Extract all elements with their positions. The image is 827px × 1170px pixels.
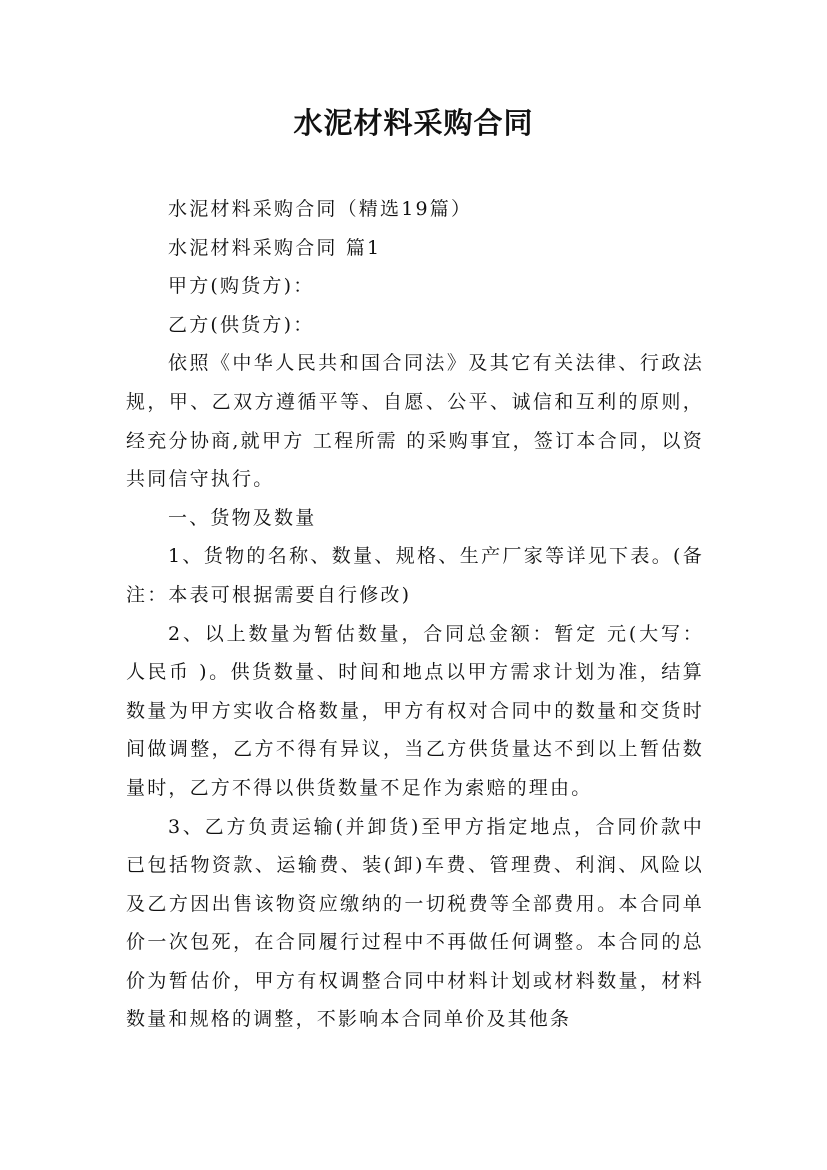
paragraph-clause-2: 2、以上数量为暂估数量，合同总金额：暂定 元(大写：人民币 )。供货数量、时间和地点以甲方需求计划为准，结算数量为甲方实收合格数量，甲方有权对合同中的数量和交货时间做调整，乙方不得有异议，当乙方供货量达不到以上暂估数量时，乙方不得以供货数量不足作为索赔的理由。 <box>126 622 704 799</box>
document-body <box>126 190 704 1039</box>
document-title: 水泥材料采购合同 <box>293 106 534 140</box>
paragraph-subtitle: 水泥材料采购合同（精选19篇） <box>168 198 473 220</box>
paragraph-clause-3: 3、乙方负责运输(并卸货)至甲方指定地点，合同价款中已包括物资款、运输费、装(卸)车费、管理费、利润、风险以及乙方因出售该物资应缴纳的一切税费等全部费用。本合同单价一次包死，在合同履行过程中不再做任何调整。本合同的总价为暂估价，甲方有权调整合同中材料计划或材料数量，材料数量和规格的调整，不影响本合同单价及其他条 <box>126 815 704 1031</box>
paragraph-party-a: 甲方(购货方)： <box>168 275 315 298</box>
paragraph-preamble: 依照《中华人民共和国合同法》及其它有关法律、行政法规，甲、乙双方遵循平等、自愿、公平、诚信和互利的原则，经充分协商,就甲方 工程所需 的采购事宜，签订本合同，以资共同信守执行。 <box>126 352 704 491</box>
paragraph-clause-1: 1、货物的名称、数量、规格、生产厂家等详见下表。(备注：本表可根据需要自行修改) <box>126 545 704 606</box>
paragraph-party-b: 乙方(供货方)： <box>168 313 315 336</box>
paragraph-section-heading: 水泥材料采购合同 篇1 <box>168 236 382 259</box>
paragraph-goods-heading: 一、货物及数量 <box>168 506 317 529</box>
